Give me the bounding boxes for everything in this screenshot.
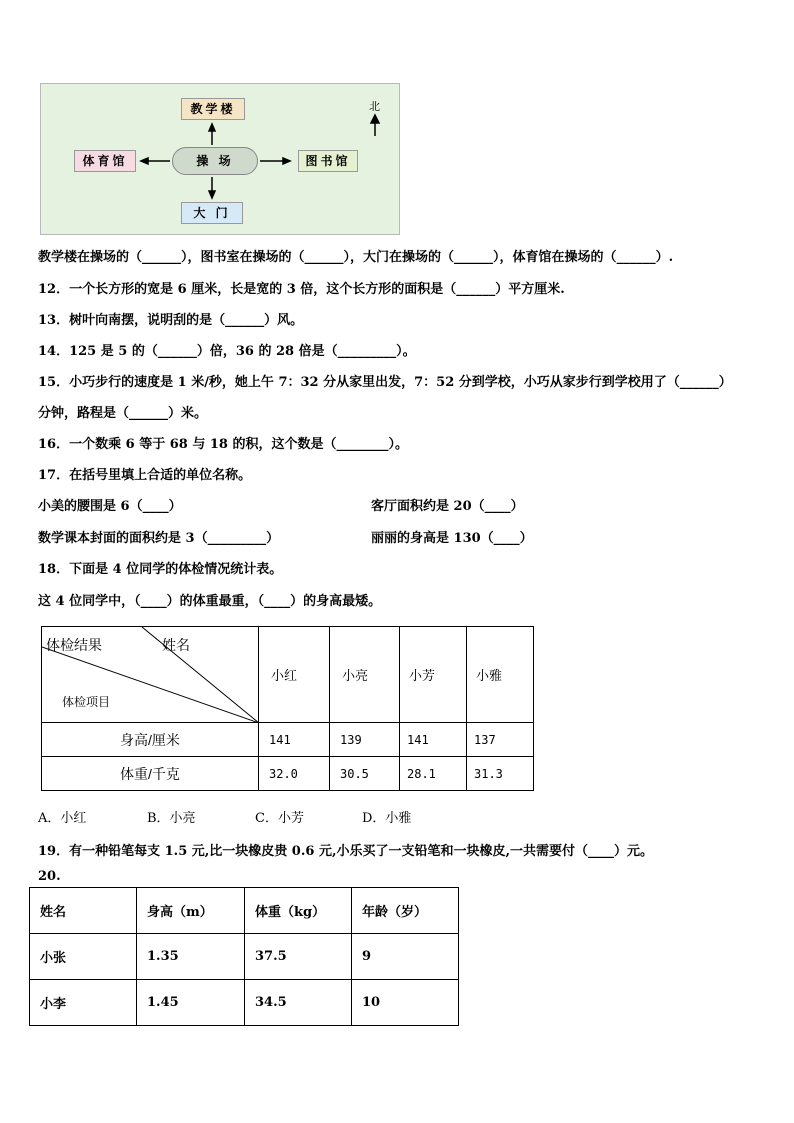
arrow-up-icon	[209, 124, 215, 131]
table-header-cell: 身高（m）	[137, 888, 245, 934]
q14-text: 14．125 是 5 的（______）倍，36 的 28 倍是（_________）。	[38, 344, 416, 359]
q11-text: 教学楼在操场的（______），图书室在操场的（______），大门在操场的（______），体育馆在操场的（______）.	[38, 250, 674, 265]
table-cell: 34.5	[245, 980, 352, 1026]
q19-text: 19．有一种铅笔每支 1.5 元,比一块橡皮贵 0.6 元,小乐买了一支铅笔和一块橡皮,一共需要付（____）元。	[38, 844, 654, 859]
campus-map	[40, 83, 400, 235]
table-cell: 32.0	[259, 757, 330, 791]
row-label-weight: 体重/千克	[42, 757, 259, 791]
table-cell: 139	[330, 723, 400, 757]
table-cell: 137	[467, 723, 534, 757]
q18-subtext: 这 4 位同学中，（____）的体重最重，（____）的身高最矮。	[38, 594, 382, 609]
health-check-table	[41, 626, 534, 791]
table-cell: 9	[352, 934, 459, 980]
q17-item-d: 丽丽的身高是 130（____）	[371, 531, 533, 546]
q17-item-a: 小美的腰围是 6（____）	[38, 499, 182, 514]
col-name-3: 小雅	[467, 627, 534, 723]
student-info-table	[29, 887, 459, 1026]
table-cell: 小张	[30, 934, 137, 980]
arrow-left-icon	[141, 158, 148, 164]
table-diagonal-header	[42, 627, 259, 723]
q17-item-b: 客厅面积约是 20（____）	[371, 499, 524, 514]
map-gym: 体育馆	[74, 150, 136, 172]
table-cell: 小李	[30, 980, 137, 1026]
north-label: 北	[369, 100, 380, 113]
option-a: A．小红	[38, 811, 87, 826]
table-cell: 141	[259, 723, 330, 757]
row-label-height: 身高/厘米	[42, 723, 259, 757]
header-top: 体检结果	[46, 637, 102, 653]
table-header-cell: 年龄（岁）	[352, 888, 459, 934]
col-name-1: 小亮	[330, 627, 400, 723]
map-playground: 操 场	[172, 147, 258, 175]
option-c: C．小芳	[255, 811, 304, 826]
map-gate: 大 门	[181, 202, 243, 224]
table-cell: 1.35	[137, 934, 245, 980]
table-cell: 141	[400, 723, 467, 757]
q15-text-line2: 分钟，路程是（______）米。	[38, 406, 208, 421]
q16-text: 16．一个数乘 6 等于 68 与 18 的积，这个数是（________）。	[38, 437, 408, 452]
table-cell: 30.5	[330, 757, 400, 791]
header-name: 姓名	[162, 637, 190, 653]
q17-item-c: 数学课本封面的面积约是 3（_________）	[38, 531, 280, 546]
q12-text: 12．一个长方形的宽是 6 厘米，长是宽的 3 倍，这个长方形的面积是（______）平方厘米.	[38, 282, 565, 297]
map-arrows	[41, 84, 399, 234]
table-cell: 28.1	[400, 757, 467, 791]
table-header-cell: 姓名	[30, 888, 137, 934]
table-cell: 1.45	[137, 980, 245, 1026]
map-library: 图书馆	[298, 150, 358, 172]
q17-text: 17．在括号里填上合适的单位名称。	[38, 468, 252, 483]
col-name-0: 小红	[259, 627, 330, 723]
option-b: B．小亮	[147, 811, 196, 826]
table-cell: 31.3	[467, 757, 534, 791]
q15-text-line1: 15．小巧步行的速度是 1 米/秒，她上午 7：32 分从家里出发，7：52 分到学校，小巧从家步行到学校用了（______）	[38, 375, 732, 390]
q13-text: 13．树叶向南摆，说明刮的是（______）风。	[38, 313, 304, 328]
col-name-2: 小芳	[400, 627, 467, 723]
arrow-down-icon	[209, 191, 215, 198]
north-arrow-icon	[371, 115, 379, 123]
table-header-cell: 体重（kg）	[245, 888, 352, 934]
q18-text: 18．下面是 4 位同学的体检情况统计表。	[38, 562, 283, 577]
table-cell: 10	[352, 980, 459, 1026]
map-teaching-building: 教学楼	[181, 98, 245, 120]
arrow-right-icon	[283, 158, 290, 164]
header-item: 体检项目	[62, 695, 111, 709]
q20-label: 20.	[38, 869, 61, 884]
table-cell: 37.5	[245, 934, 352, 980]
option-d: D．小雅	[362, 811, 412, 826]
